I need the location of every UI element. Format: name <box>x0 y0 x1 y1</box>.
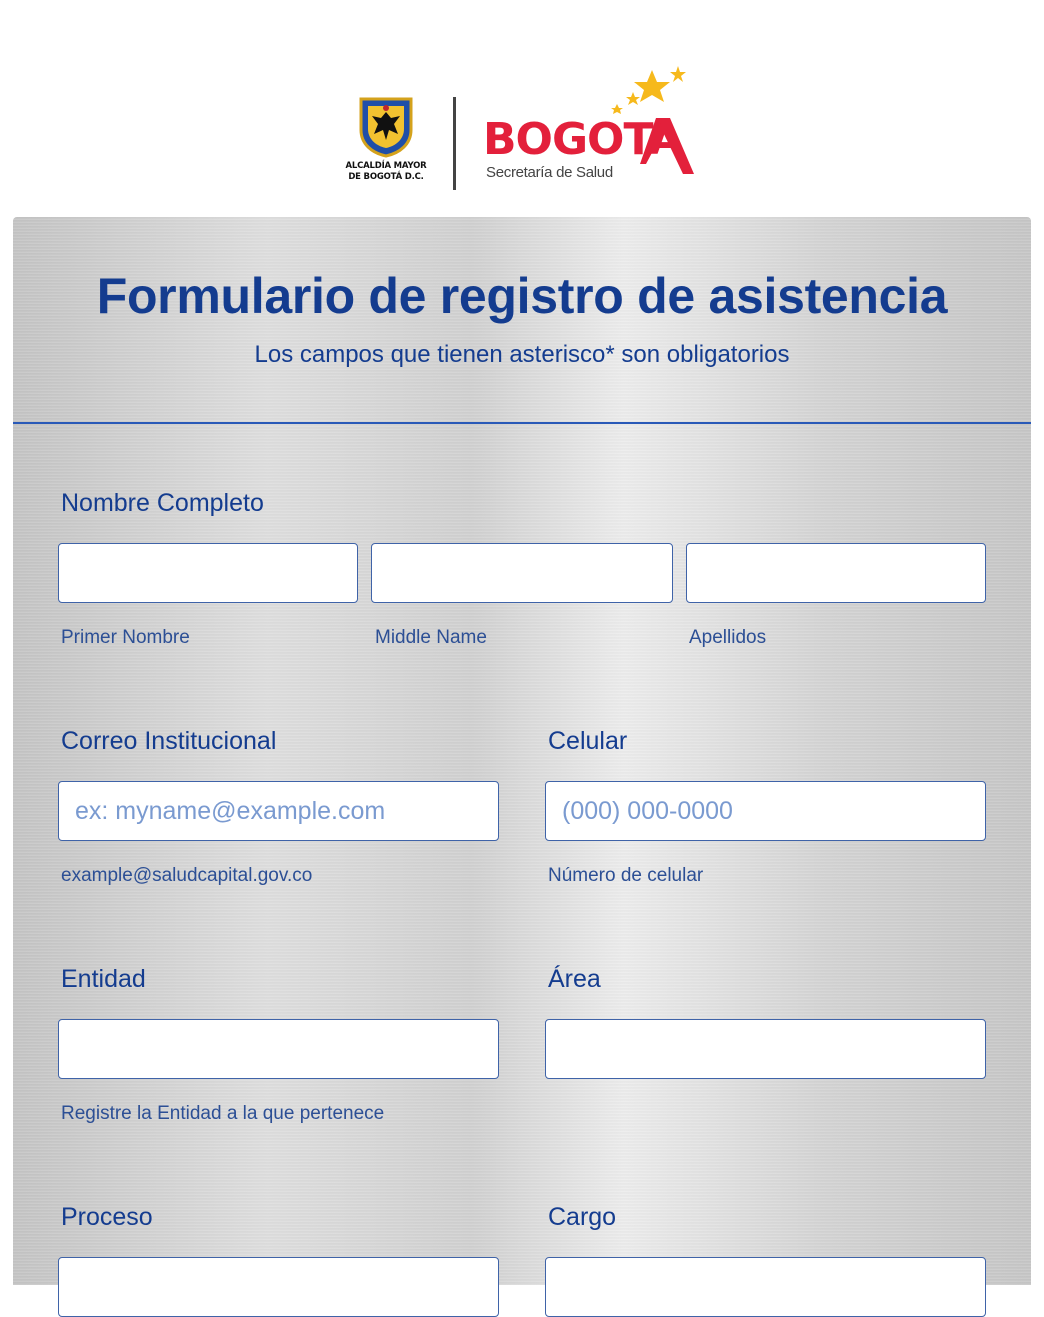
middle-name-sublabel: Middle Name <box>375 627 487 648</box>
title-divider <box>13 422 1031 424</box>
logo-group <box>340 64 700 194</box>
proceso-input[interactable] <box>58 1257 499 1317</box>
celular-sublabel: Número de celular <box>548 865 704 886</box>
page-header <box>0 0 1044 217</box>
correo-label: Correo Institucional <box>61 727 277 755</box>
bogota-coat-of-arms-icon <box>358 96 414 158</box>
area-label: Área <box>548 965 601 993</box>
correo-sublabel: example@saludcapital.gov.co <box>61 865 313 886</box>
brand-subtitle: Secretaría de Salud <box>486 164 613 181</box>
first-name-input[interactable] <box>58 543 358 603</box>
last-name-sublabel: Apellidos <box>689 627 767 648</box>
form-title: Formulario de registro de asistencia <box>96 268 948 324</box>
form-subtitle: Los campos que tienen asterisco* son obligatorios <box>254 341 790 368</box>
brand-wordmark: BOGOTA <box>483 114 683 165</box>
last-name-input[interactable] <box>686 543 986 603</box>
alcaldia-logo-text: ALCALDÍA MAYOR DE BOGOTÁ D.C. <box>345 161 427 182</box>
phone-field[interactable] <box>545 781 986 841</box>
email-field[interactable] <box>58 781 499 841</box>
entidad-input[interactable] <box>58 1019 499 1079</box>
nombre-label: Nombre Completo <box>61 489 264 517</box>
area-input[interactable] <box>545 1019 986 1079</box>
cargo-label: Cargo <box>548 1203 617 1231</box>
celular-label: Celular <box>548 727 628 755</box>
entidad-sublabel: Registre la Entidad a la que pertenece <box>61 1103 385 1124</box>
form-card <box>13 217 1031 1285</box>
logo-divider <box>453 97 456 190</box>
first-name-sublabel: Primer Nombre <box>61 627 190 648</box>
proceso-label: Proceso <box>61 1203 153 1231</box>
middle-name-input[interactable] <box>371 543 673 603</box>
entidad-label: Entidad <box>61 965 146 993</box>
cargo-input[interactable] <box>545 1257 986 1317</box>
